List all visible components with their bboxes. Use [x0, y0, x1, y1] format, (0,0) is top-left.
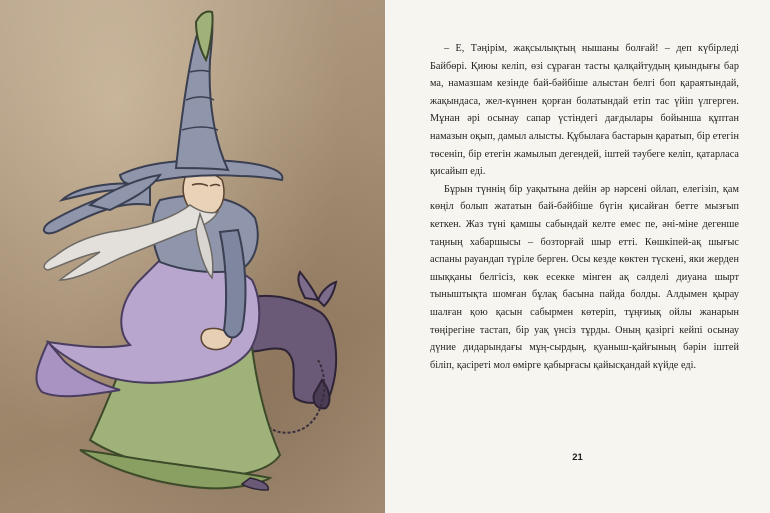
paragraph-1: – Е, Тәңірім, жақсылықтың нышаны болғай! – деп күбірледі Байбөрі. Қиюы келіп, өзі сұраған тасты қалқайтудың қиындығы бар ма, намазшам кезінде бай-бәйбіше алыстан белгі боп қараятындай, жақындаса, жел-күннен қорған болатындай етіп тас үйіп үлгерген. Мұнан әрі осынау сапар үстіндегі дағдылары бойынша құптан намазын оқып, дамыл алысты. Құбылаға бастарын қаратып, бір етегін төсеніп, бір етегін жамылып дегендей, іштей тәубеге келіп, қатарласа қисайып еді. [430, 43, 739, 178]
page-number: 21 [572, 452, 583, 463]
text-page [385, 0, 770, 513]
body-text [430, 40, 739, 374]
paragraph-2: Бұрын түннің бір уақытына дейін әр нәрсені ойлап, елегізіп, қам көңіл болып жататын бай-бәйбіше бүгін қисайған бетте мызғып кеткен. Жаз түні қамшы сабындай келте емес пе, әні-міне дегенше таңның хабаршысы – бозторғай шыр етті. Көшкіпей-ақ шығыс аспаны рауандап түріле берген. Осы кезде көктен түскені, яки жерден шыққаны белгісіз, көк есекке мінген ақ сәлделі диуана шырт тыныштықта шомған бұлақ басына пайда болды. Алдымен қырау шалған қою қасын сабырмен көтеріп, тұңғиық ойлы жанарын төңірегіне тастап, бір уақ үнсіз тұрды. Оның қазіргі кейпі осынау дүние дидарындағы мұң-сырдың, қуаныш-қайғының бәрін іштей біліп, қасіреті мол өмірге қабырғасы қайысқандай күйде еді. [430, 183, 739, 371]
